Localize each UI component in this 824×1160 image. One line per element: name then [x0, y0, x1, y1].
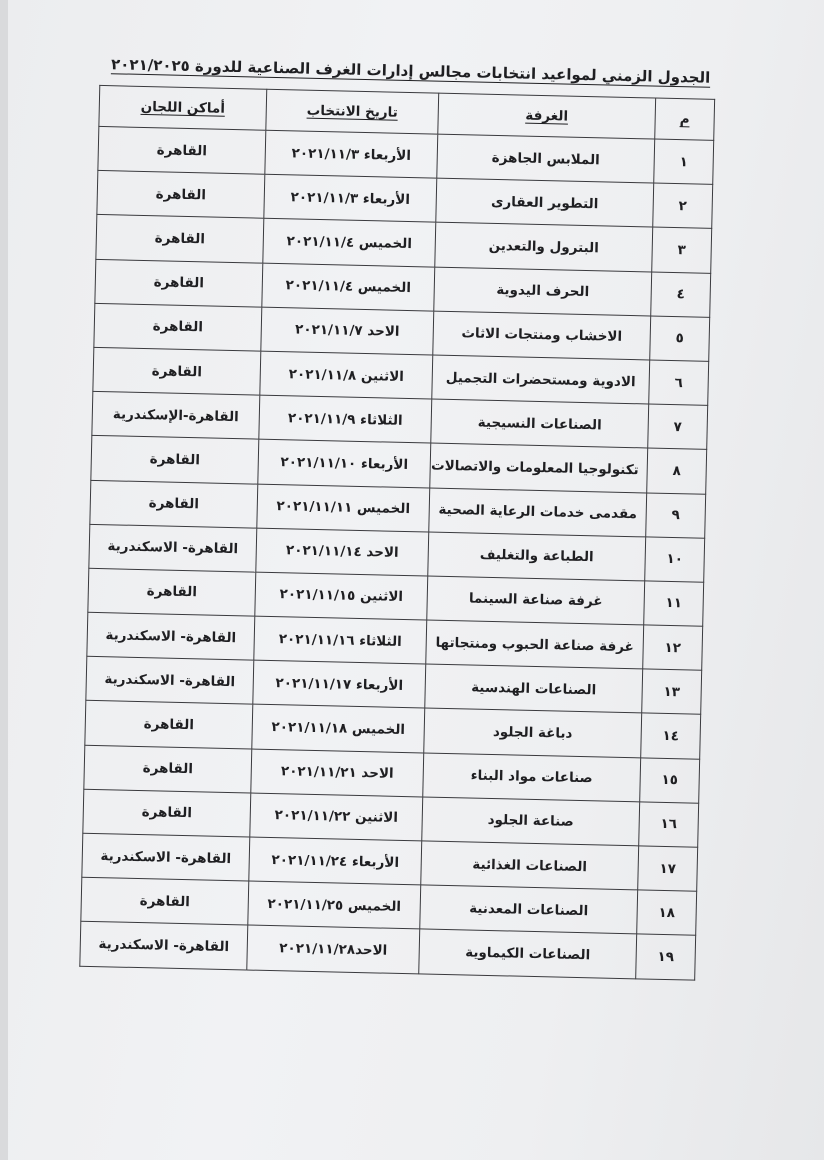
row-number: ١٤ — [641, 713, 701, 759]
row-chamber: غرفة صناعة الحبوب ومنتجاتها — [426, 620, 644, 669]
row-election-date: الخميس ٢٠٢١/١١/١٨ — [252, 705, 425, 753]
row-committee-place: القاهرة- الاسكندرية — [82, 833, 250, 881]
row-committee-place: القاهرة — [84, 745, 252, 793]
row-committee-place: القاهرة- الاسكندرية — [89, 524, 257, 572]
row-election-date: الأربعاء ٢٠٢١/١١/٢٤ — [249, 837, 422, 885]
row-number: ١ — [654, 139, 714, 185]
row-election-date: الخميس ٢٠٢١/١١/١١ — [257, 484, 430, 532]
row-election-date: الأربعاء ٢٠٢١/١١/٣ — [264, 174, 437, 222]
row-number: ١٩ — [636, 934, 696, 980]
row-committee-place: القاهرة- الاسكندرية — [80, 922, 248, 970]
row-committee-place: القاهرة — [91, 436, 259, 484]
row-election-date: الأربعاء ٢٠٢١/١١/١٧ — [253, 660, 426, 708]
row-number: ١١ — [644, 581, 704, 627]
row-committee-place: القاهرة — [90, 480, 258, 528]
row-election-date: الاحد٢٠٢١/١١/٢٨ — [247, 925, 420, 973]
row-committee-place: القاهرة — [96, 215, 264, 263]
row-committee-place: القاهرة — [95, 259, 263, 307]
document-content — [78, 51, 722, 1035]
row-election-date: الاثنين ٢٠٢١/١١/٢٢ — [250, 793, 423, 841]
schedule-table — [79, 85, 715, 980]
row-committee-place: القاهرة- الاسكندرية — [86, 657, 254, 705]
row-chamber: التطوير العقارى — [436, 178, 654, 227]
row-committee-place: القاهرة — [81, 877, 249, 925]
row-committee-place: القاهرة — [98, 126, 266, 174]
row-chamber: صناعة الجلود — [422, 797, 640, 846]
row-election-date: الثلاثاء ٢٠٢١/١١/١٦ — [254, 616, 427, 664]
row-chamber: تكنولوجيا المعلومات والاتصالات — [430, 443, 648, 492]
row-committee-place: القاهرة — [85, 701, 253, 749]
row-election-date: الاثنين ٢٠٢١/١١/٨ — [260, 351, 433, 399]
row-chamber: صناعات مواد البناء — [423, 753, 641, 802]
row-chamber: الصناعات الكيماوية — [419, 929, 637, 978]
row-election-date: الاثنين ٢٠٢١/١١/١٥ — [255, 572, 428, 620]
row-number: ٢ — [653, 183, 713, 229]
row-chamber: الحرف اليدوية — [434, 267, 652, 316]
row-number: ٩ — [646, 492, 706, 538]
row-chamber: الصناعات الغذائية — [421, 841, 639, 890]
row-number: ١٨ — [637, 890, 697, 936]
row-election-date: الخميس ٢٠٢١/١١/٢٥ — [248, 881, 421, 929]
row-committee-place: القاهرة — [93, 347, 261, 395]
row-number: ١٣ — [642, 669, 702, 715]
row-election-date: الأربعاء ٢٠٢١/١١/١٠ — [258, 439, 431, 487]
row-election-date: الخميس ٢٠٢١/١١/٤ — [262, 263, 435, 311]
header-election-date: تاريخ الانتخاب — [266, 89, 439, 134]
row-chamber: الاخشاب ومنتجات الاثاث — [433, 311, 651, 360]
row-chamber: الصناعات الهندسية — [425, 664, 643, 713]
row-number: ١٠ — [645, 537, 705, 583]
row-election-date: الاحد ٢٠٢١/١١/١٤ — [256, 528, 429, 576]
row-election-date: الأربعاء ٢٠٢١/١١/٣ — [265, 130, 438, 178]
row-number: ١٥ — [640, 758, 700, 804]
row-committee-place: القاهرة-الإسكندرية — [92, 391, 260, 439]
row-chamber: الصناعات النسيجية — [431, 399, 649, 448]
document-title: الجدول الزمني لمواعيد انتخابات مجالس إدارات الغرف الصناعية للدورة ٢٠٢١/٢٠٢٥ — [110, 55, 711, 87]
header-committee-places: أماكن اللجان — [99, 85, 267, 130]
row-number: ١٦ — [639, 802, 699, 848]
row-number: ٤ — [651, 272, 711, 318]
row-election-date: الاحد ٢٠٢١/١١/٧ — [261, 307, 434, 355]
paper-sheet — [8, 0, 824, 1160]
row-chamber: البترول والتعدين — [435, 222, 653, 271]
row-election-date: الخميس ٢٠٢١/١١/٤ — [263, 219, 436, 267]
row-committee-place: القاهرة — [88, 568, 256, 616]
row-committee-place: القاهرة — [97, 171, 265, 219]
row-chamber: الطباعة والتغليف — [428, 532, 646, 581]
row-chamber: غرفة صناعة السينما — [427, 576, 645, 625]
row-number: ٨ — [647, 448, 707, 494]
row-chamber: مقدمى خدمات الرعاية الصحية — [429, 488, 647, 537]
row-number: ٦ — [649, 360, 709, 406]
row-number: ١٢ — [643, 625, 703, 671]
row-number: ١٧ — [638, 846, 698, 892]
row-election-date: الاحد ٢٠٢١/١١/٢١ — [251, 749, 424, 797]
row-number: ٧ — [648, 404, 708, 450]
row-number: ٣ — [652, 227, 712, 273]
row-committee-place: القاهرة — [94, 303, 262, 351]
header-chamber: الغرفة — [438, 93, 656, 139]
row-committee-place: القاهرة- الاسكندرية — [87, 612, 255, 660]
row-chamber: الصناعات المعدنية — [420, 885, 638, 934]
row-number: ٥ — [650, 316, 710, 362]
row-committee-place: القاهرة — [83, 789, 251, 837]
row-chamber: دباغة الجلود — [424, 708, 642, 757]
header-number: م — [655, 98, 715, 140]
row-chamber: الادوية ومستحضرات التجميل — [432, 355, 650, 404]
row-chamber: الملابس الجاهزة — [437, 134, 655, 183]
row-election-date: الثلاثاء ٢٠٢١/١١/٩ — [259, 395, 432, 443]
